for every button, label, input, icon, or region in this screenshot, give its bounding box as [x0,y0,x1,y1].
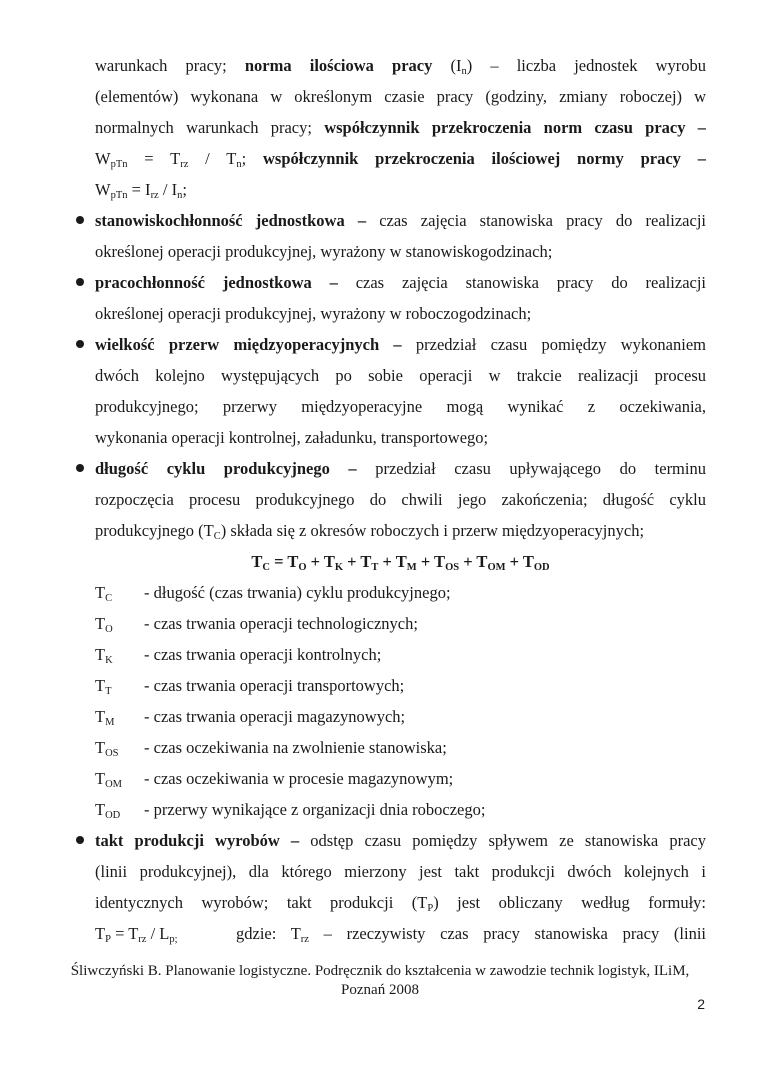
definition-text: - czas trwania operacji magazynowych; [144,707,406,726]
takt-where: gdzie: $T_{rz}$ – rzeczywisty czas pracy stanowiska pracy (linii [236,924,706,945]
paragraph-line: warunkach pracy; norma ilościowa pracy $(I_n)$ – liczba jednostek wyrobu [95,56,706,77]
definition-symbol: $T_{OD}$ [95,800,121,821]
list-item-line: dwóch kolejno występujących po sobie operacji w trakcie realizacji procesu [95,366,706,385]
list-item: pracochłonność jednostkowa – czas zajęcia stanowiska pracy do realizacji [95,273,706,292]
definition-symbol: $T_K$ [95,645,113,666]
takt-formula-line [95,918,706,949]
definition-text: - czas oczekiwania w procesie magazynowym; [144,769,454,788]
definition-text: - czas trwania operacji transportowych; [144,676,405,695]
paragraph-line: $W_{pTn} = T_{rz} / T_n$; współczynnik przekroczenia ilościowej normy pracy – [95,149,706,170]
bullet-icon [76,340,84,348]
list-item-line: identycznych wyrobów; takt produkcji $(T_P)$ jest obliczany według formuły: [95,893,706,914]
paragraph-line: (elementów) wykonana w określonym czasie pracy (godziny, zmiany roboczej) w [95,87,706,106]
footer-citation: Śliwczyński B. Planowanie logistyczne. Podręcznik do kształcenia w zawodzie technik logistyk, ILiM, [70,963,690,979]
definition-text: - czas trwania operacji kontrolnych; [144,645,382,664]
list-item-line: rozpoczęcia procesu produkcyjnego do chwili jego zakończenia; długość cyklu [95,490,706,509]
list-item: stanowiskochłonność jednostkowa – czas zajęcia stanowiska pracy do realizacji [95,211,706,230]
definition-symbol: $T_M$ [95,707,115,728]
bullet-icon [76,464,84,472]
page-number: 2 [697,996,705,1012]
definition-text: - przerwy wynikające z organizacji dnia roboczego; [144,800,486,819]
paragraph-line: normalnych warunkach pracy; współczynnik przekroczenia norm czasu pracy – [95,118,706,137]
definition-symbol: $T_{OM}$ [95,769,123,790]
list-item: takt produkcji wyrobów – odstęp czasu pomiędzy spływem ze stanowiska pracy [95,831,706,850]
bullet-icon [76,216,84,224]
cycle-formula: $T_C = T_O + T_K + T_T + T_M + T_{OS} + T_{OM} + T_{OD}$ [251,552,550,573]
list-item-line: wykonania operacji kontrolnej, załadunku, transportowego; [95,428,489,447]
definition-text: - długość (czas trwania) cyklu produkcyjnego; [144,583,451,602]
list-item-line: określonej operacji produkcyjnej, wyrażony w stanowiskogodzinach; [95,242,553,261]
list-item: wielkość przerw międzyoperacyjnych – przedział czasu pomiędzy wykonaniem [95,335,706,354]
list-item-line: (linii produkcyjnej), dla którego mierzony jest takt produkcji dwóch kolejnych i [95,862,706,881]
definition-text: - czas oczekiwania na zwolnienie stanowiska; [144,738,447,757]
definition-text: - czas trwania operacji technologicznych; [144,614,418,633]
definition-symbol: $T_{OS}$ [95,738,119,759]
list-item-line: produkcyjnego $(T_C)$ składa się z okresów roboczych i przerw międzyoperacyjnych; [95,521,645,542]
definition-symbol: $T_C$ [95,583,113,604]
footer-citation-place: Poznań 2008 [341,982,419,998]
definition-symbol: $T_T$ [95,676,112,697]
list-item-line: określonej operacji produkcyjnej, wyrażony w roboczogodzinach; [95,304,532,323]
list-item-line: produkcyjnego; przerwy międzyoperacyjne mogą wynikać z oczekiwania, [95,397,706,416]
bullet-icon [76,278,84,286]
list-item: długość cyklu produkcyjnego – przedział czasu upływającego do terminu [95,459,706,478]
takt-formula: $T_P = T_{rz} / L_{p;}$ [95,924,178,945]
paragraph-line: $W_{pTn} = I_{rz} / I_n$; [95,180,187,201]
bullet-icon [76,836,84,844]
definition-symbol: $T_O$ [95,614,113,635]
